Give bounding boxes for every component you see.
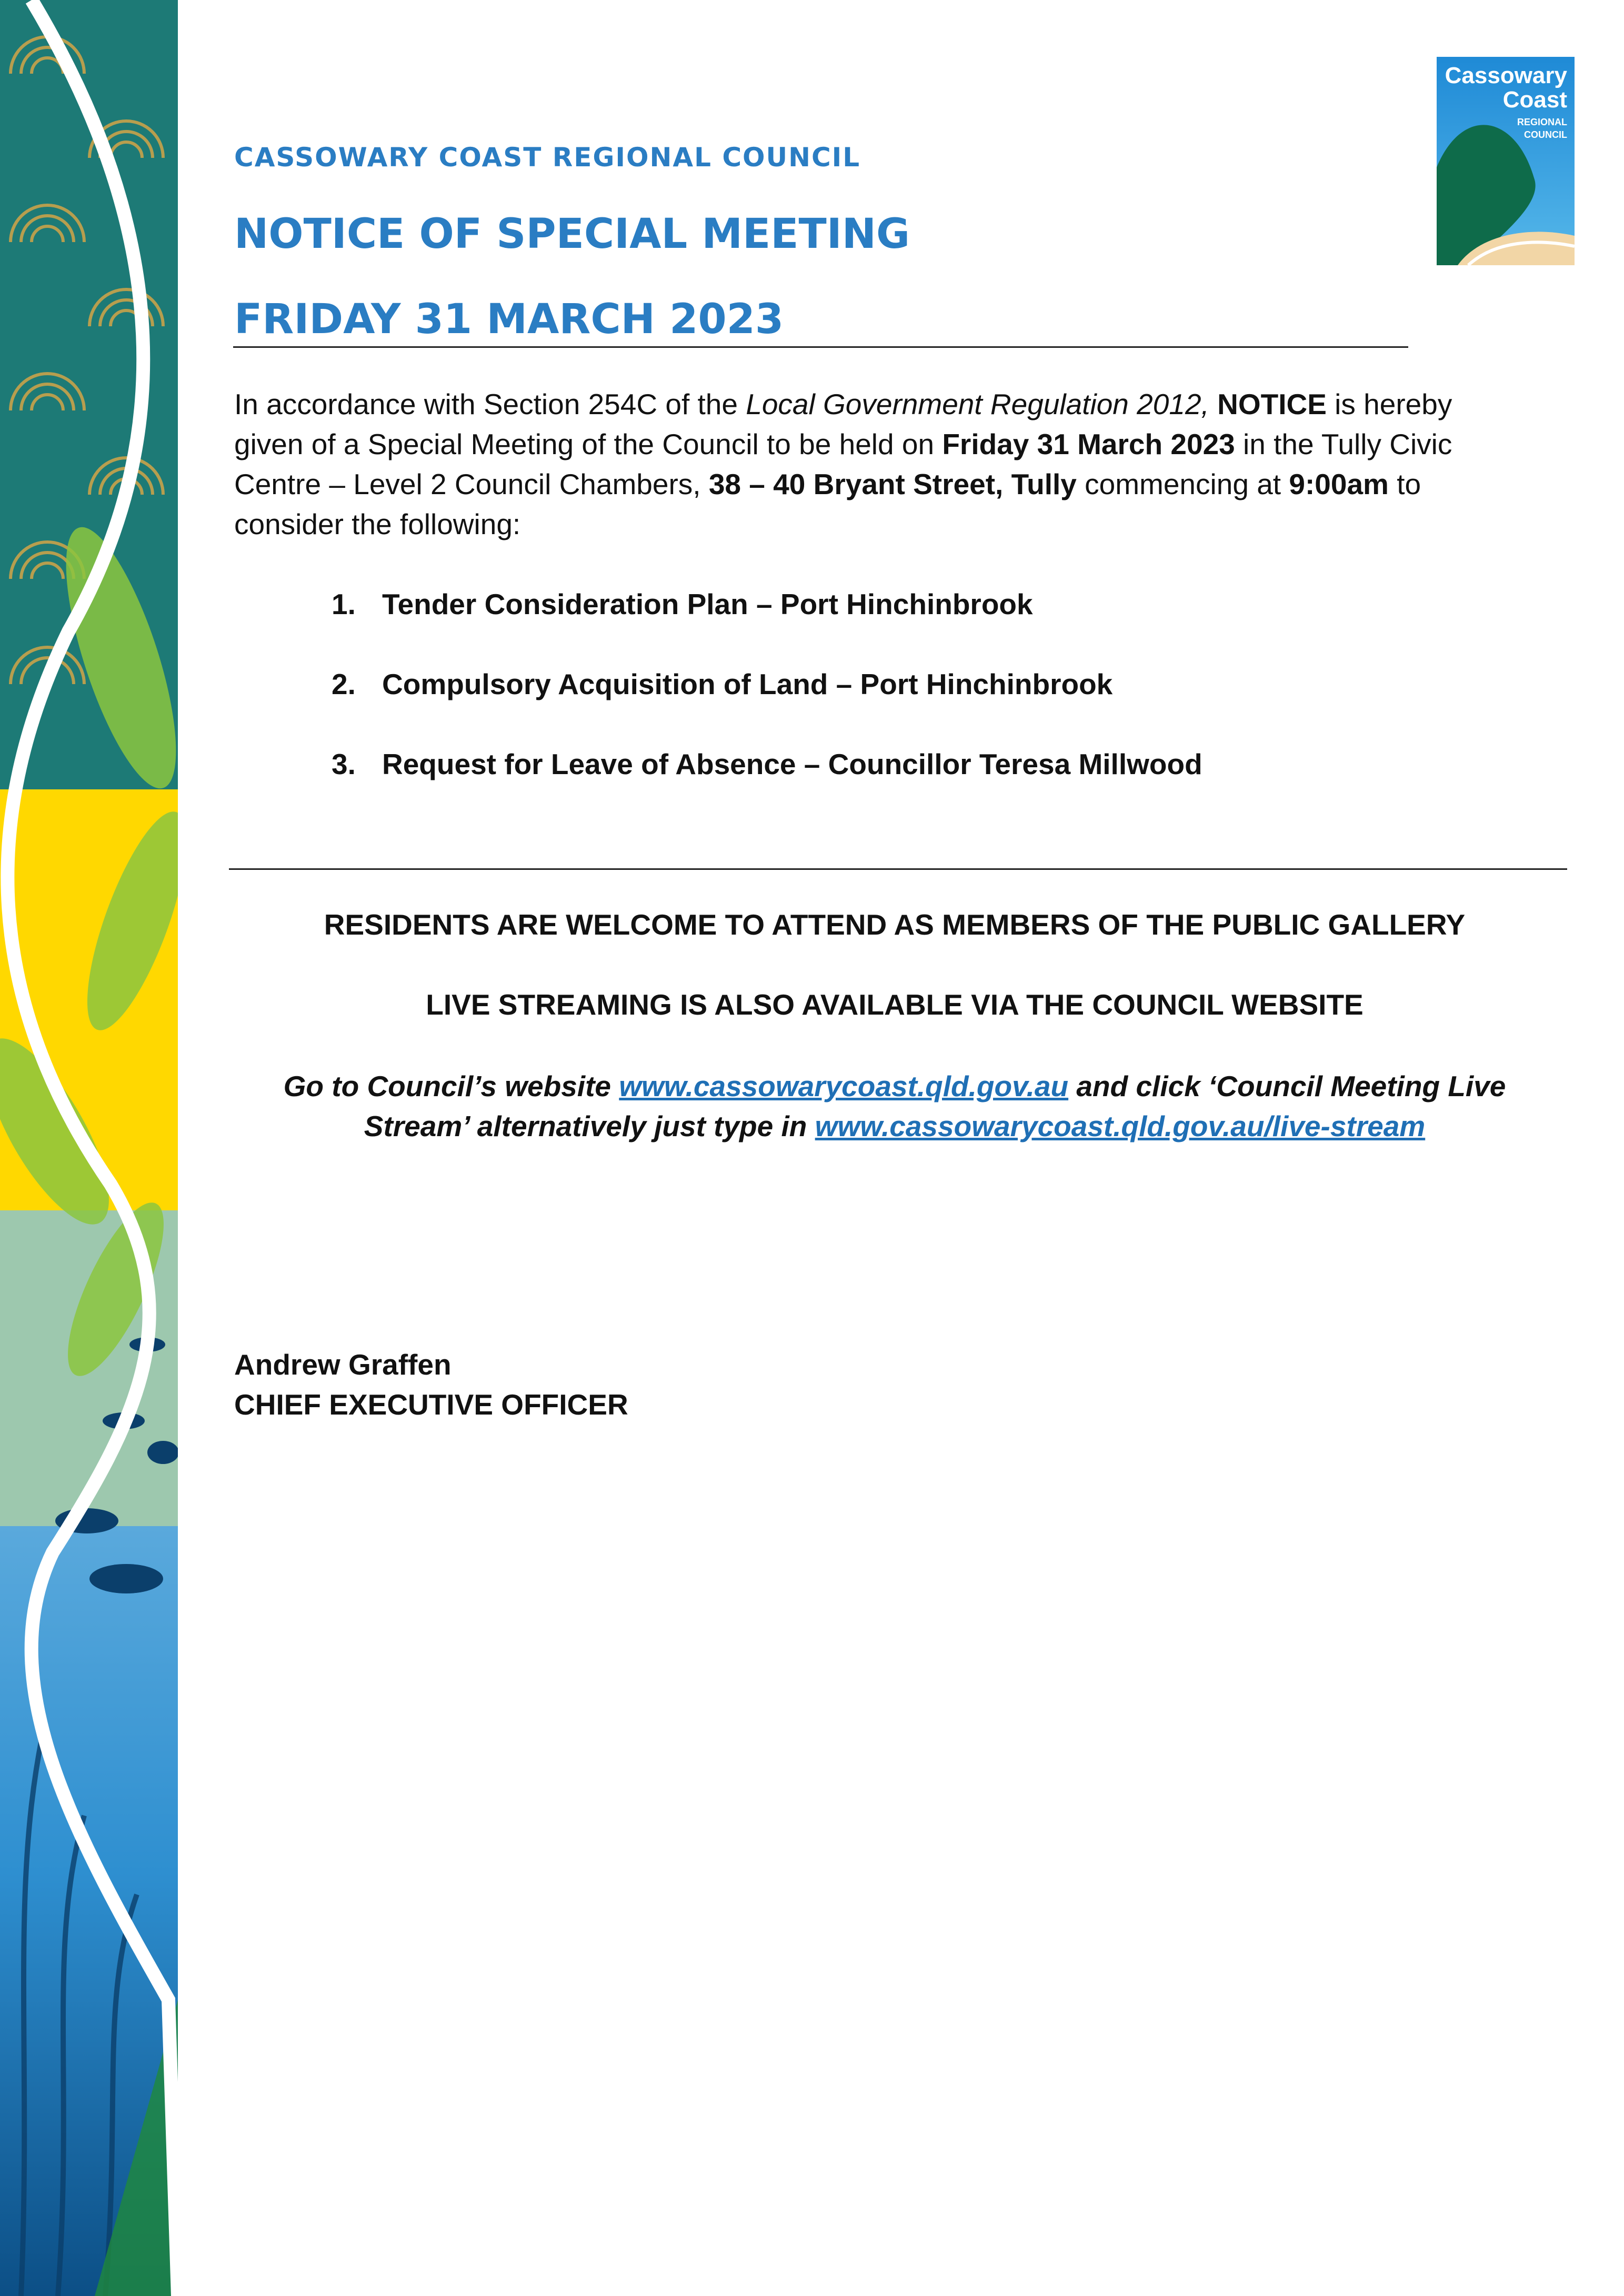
- council-website-link[interactable]: www.cassowarycoast.qld.gov.au: [619, 1070, 1069, 1102]
- agenda-item-number: 3.: [332, 748, 356, 780]
- meeting-date-heading: FRIDAY 31 MARCH 2023: [234, 296, 784, 343]
- signatory-role: CHIEF EXECUTIVE OFFICER: [234, 1388, 628, 1421]
- logo-line-4: COUNCIL: [1524, 129, 1567, 140]
- regulation-name: Local Government Regulation 2012,: [746, 388, 1209, 420]
- meeting-date: Friday 31 March 2023: [942, 428, 1235, 460]
- decorative-sidebar: [0, 0, 178, 2296]
- logo-line-1: Cassowary: [1445, 63, 1567, 88]
- notice-keyword: NOTICE: [1217, 388, 1327, 420]
- agenda-item-text: Request for Leave of Absence – Councillor Teresa Millwood: [382, 748, 1202, 780]
- cassowary-coast-logo: [1437, 57, 1575, 265]
- live-streaming-notice: LIVE STREAMING IS ALSO AVAILABLE VIA THE COUNCIL WEBSITE: [426, 988, 1364, 1021]
- section-divider: [229, 868, 1567, 870]
- signoff-block: [234, 1345, 628, 1425]
- organisation-name: CASSOWARY COAST REGIONAL COUNCIL: [234, 142, 861, 173]
- header-divider: [233, 346, 1408, 348]
- agenda-item-number: 1.: [332, 588, 356, 620]
- agenda-item: [332, 744, 1202, 824]
- agenda-item-text: Tender Consideration Plan – Port Hinchinbrook: [382, 588, 1033, 620]
- meeting-time: 9:00am: [1289, 468, 1389, 500]
- agenda-item: [332, 664, 1202, 744]
- agenda-item: [332, 584, 1202, 664]
- logo-line-2: Coast: [1502, 87, 1567, 113]
- agenda-item-text: Compulsory Acquisition of Land – Port Hinchinbrook: [382, 668, 1113, 700]
- signatory-name: Andrew Graffen: [234, 1348, 452, 1381]
- agenda-list: [332, 584, 1202, 824]
- intro-paragraph: In accordance with Section 254C of the Local Government Regulation 2012, NOTICE is hereby given of a Special Meeting of the Council to be held on Friday 31 March 2023 in the Tully Civic Centre – Level 2 Council Chambers, 38 – 40 Bryant Street, Tully commencing at 9:00am to consider the following:: [234, 388, 1452, 540]
- public-gallery-notice: RESIDENTS ARE WELCOME TO ATTEND AS MEMBERS OF THE PUBLIC GALLERY: [324, 908, 1466, 941]
- meeting-address: 38 – 40 Bryant Street, Tully: [708, 468, 1077, 500]
- agenda-item-number: 2.: [332, 668, 356, 700]
- page-title: NOTICE OF SPECIAL MEETING: [234, 210, 910, 258]
- live-stream-link[interactable]: www.cassowarycoast.qld.gov.au/live-stream: [815, 1110, 1426, 1142]
- website-instructions: Go to Council’s website www.cassowarycoast.qld.gov.au and click ‘Council Meeting Live Stream’ alternatively just type in www.cassowarycoast.qld.gov.au/live-stream: [283, 1070, 1506, 1142]
- logo-line-3: REGIONAL: [1517, 117, 1567, 127]
